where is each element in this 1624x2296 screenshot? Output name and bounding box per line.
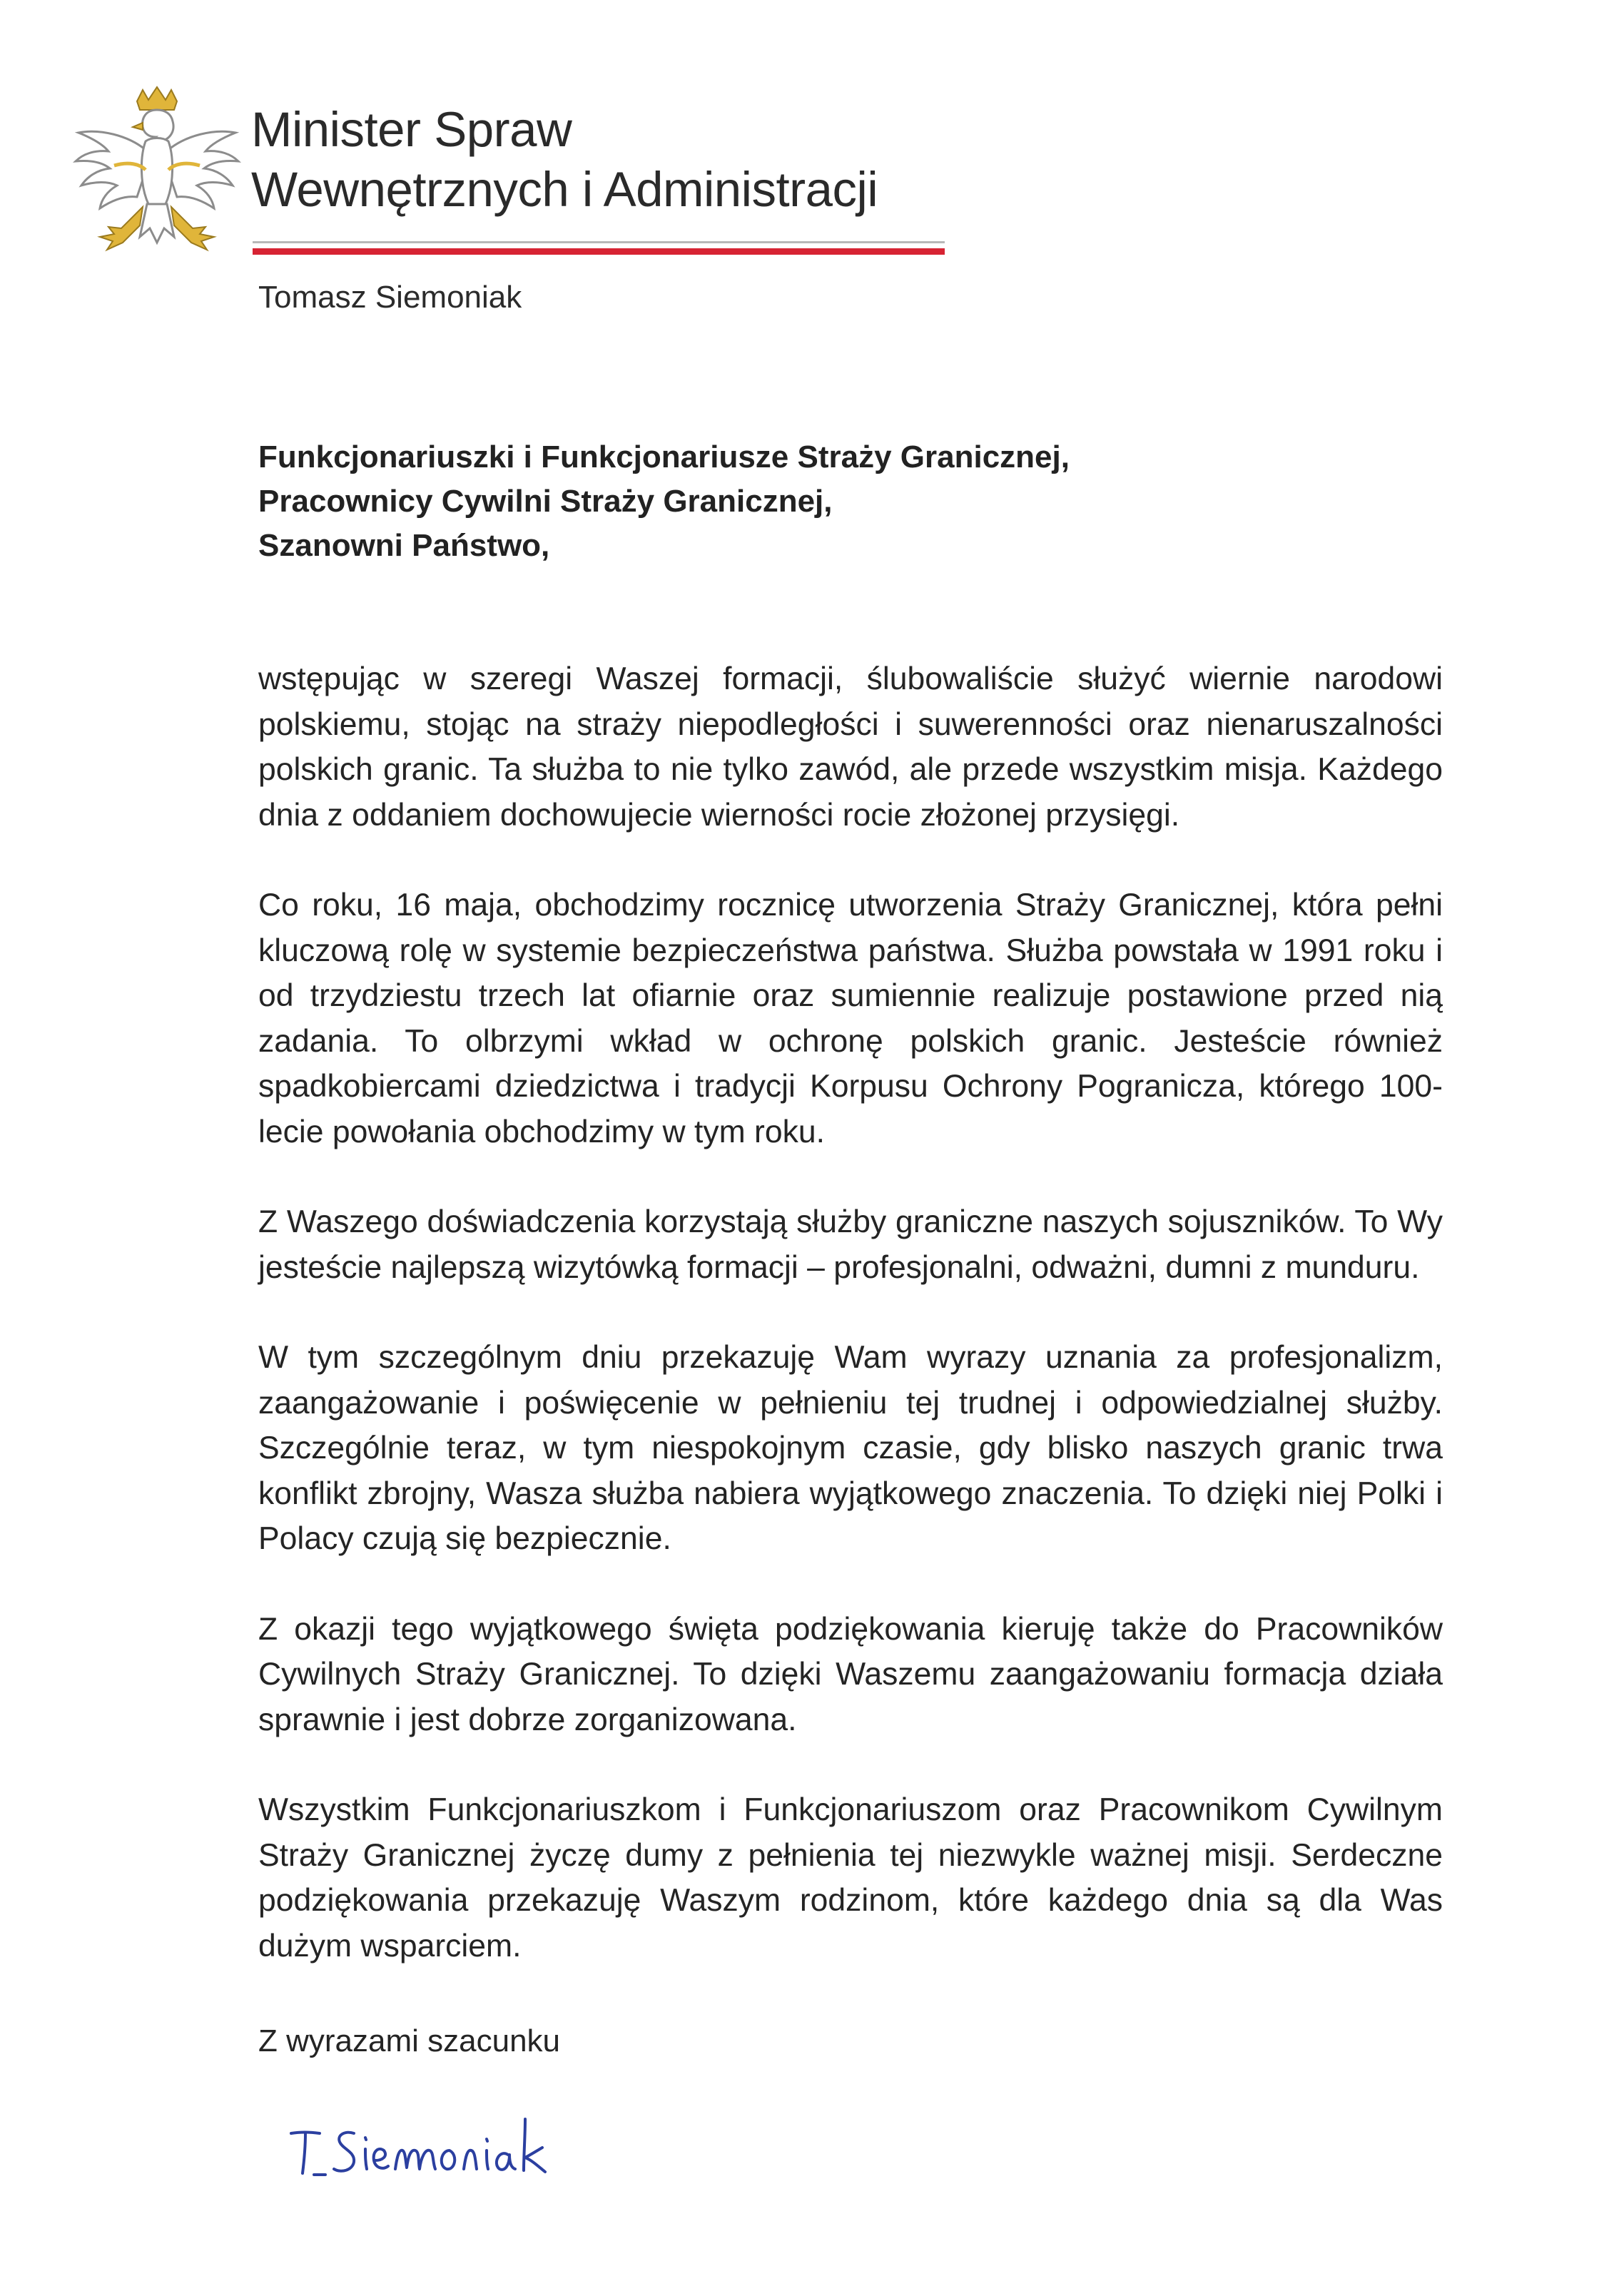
- body-paragraph-3: Z Waszego doświadczenia korzystają służby graniczne naszych sojuszników. To Wy jesteście najlepszą wizytówką formacji – profesjonalni, odważni, dumni z munduru.: [258, 1204, 1443, 1285]
- body-paragraph-2: Co roku, 16 maja, obchodzimy rocznicę utworzenia Straży Granicznej, która pełni kluczową rolę w systemie bezpieczeństwa państwa. Służba powstała w 1991 roku i od trzydziestu trzech lat ofiarnie oraz sumiennie realizuje postawione przed nią zadania. To olbrzymi wkład w ochronę polskich granic. Jesteście również spadkobiercami dziedzictwa i tradycji Korpusu Ochrony Pogranicza, którego 100-lecie powołania obchodzimy w tym roku.: [258, 888, 1443, 1149]
- handwritten-signature: [285, 2105, 628, 2198]
- header-rule-grey: [253, 241, 945, 243]
- body-paragraph-5: Z okazji tego wyjątkowego święta podziękowania kieruję także do Pracowników Cywilnych Straży Granicznej. To dzięki Waszemu zaangażowaniu formacja działa sprawnie i jest dobrze zorganizowana.: [258, 1611, 1443, 1737]
- body-paragraph-1: wstępując w szeregi Waszej formacji, ślubowaliście służyć wiernie narodowi polskiemu, stojąc na straży niepodległości i suwerenności oraz nienaruszalności polskich granic. Ta służba to nie tylko zawód, ale przede wszystkim misja. Każdego dnia z oddaniem dochowujecie wierności rocie złożonej przysięgi.: [258, 661, 1443, 833]
- letter-body: [258, 656, 1443, 2013]
- salutation-line-2: Pracownicy Cywilni Straży Granicznej,: [258, 484, 833, 519]
- institution-line-2: Wewnętrznych i Administracji: [251, 162, 878, 217]
- institution-line-1: Minister Spraw: [251, 102, 572, 157]
- salutation-line-1: Funkcjonariuszki i Funkcjonariusze Straży Granicznej,: [258, 440, 1070, 474]
- salutation: [258, 435, 1070, 568]
- salutation-line-3: Szanowni Państwo,: [258, 528, 550, 563]
- closing-phrase: Z wyrazami szacunku: [258, 2023, 561, 2058]
- institution-name: [251, 100, 878, 220]
- polish-eagle-emblem-icon: [71, 86, 243, 265]
- header-rule-red: [253, 248, 945, 255]
- body-paragraph-6: Wszystkim Funkcjonariuszkom i Funkcjonariuszom oraz Pracownikom Cywilnym Straży Granicznej życzę dumy z pełnienia tej niezwykle ważnej misji. Serdeczne podziękowania przekazuję Waszym rodzinom, które każdego dnia są dla Was dużym wsparciem.: [258, 1792, 1443, 1964]
- body-paragraph-4: W tym szczególnym dniu przekazuję Wam wyrazy uznania za profesjonalizm, zaangażowanie i poświęcenie w pełnieniu tej trudnej i odpowiedzialnej służby. Szczególnie teraz, w tym niespokojnym czasie, gdy blisko naszych granic trwa konflikt zbrojny, Wasza służba nabiera wyjątkowego znaczenia. To dzięki niej Polki i Polacy czują się bezpiecznie.: [258, 1340, 1443, 1556]
- minister-name: Tomasz Siemoniak: [258, 280, 522, 315]
